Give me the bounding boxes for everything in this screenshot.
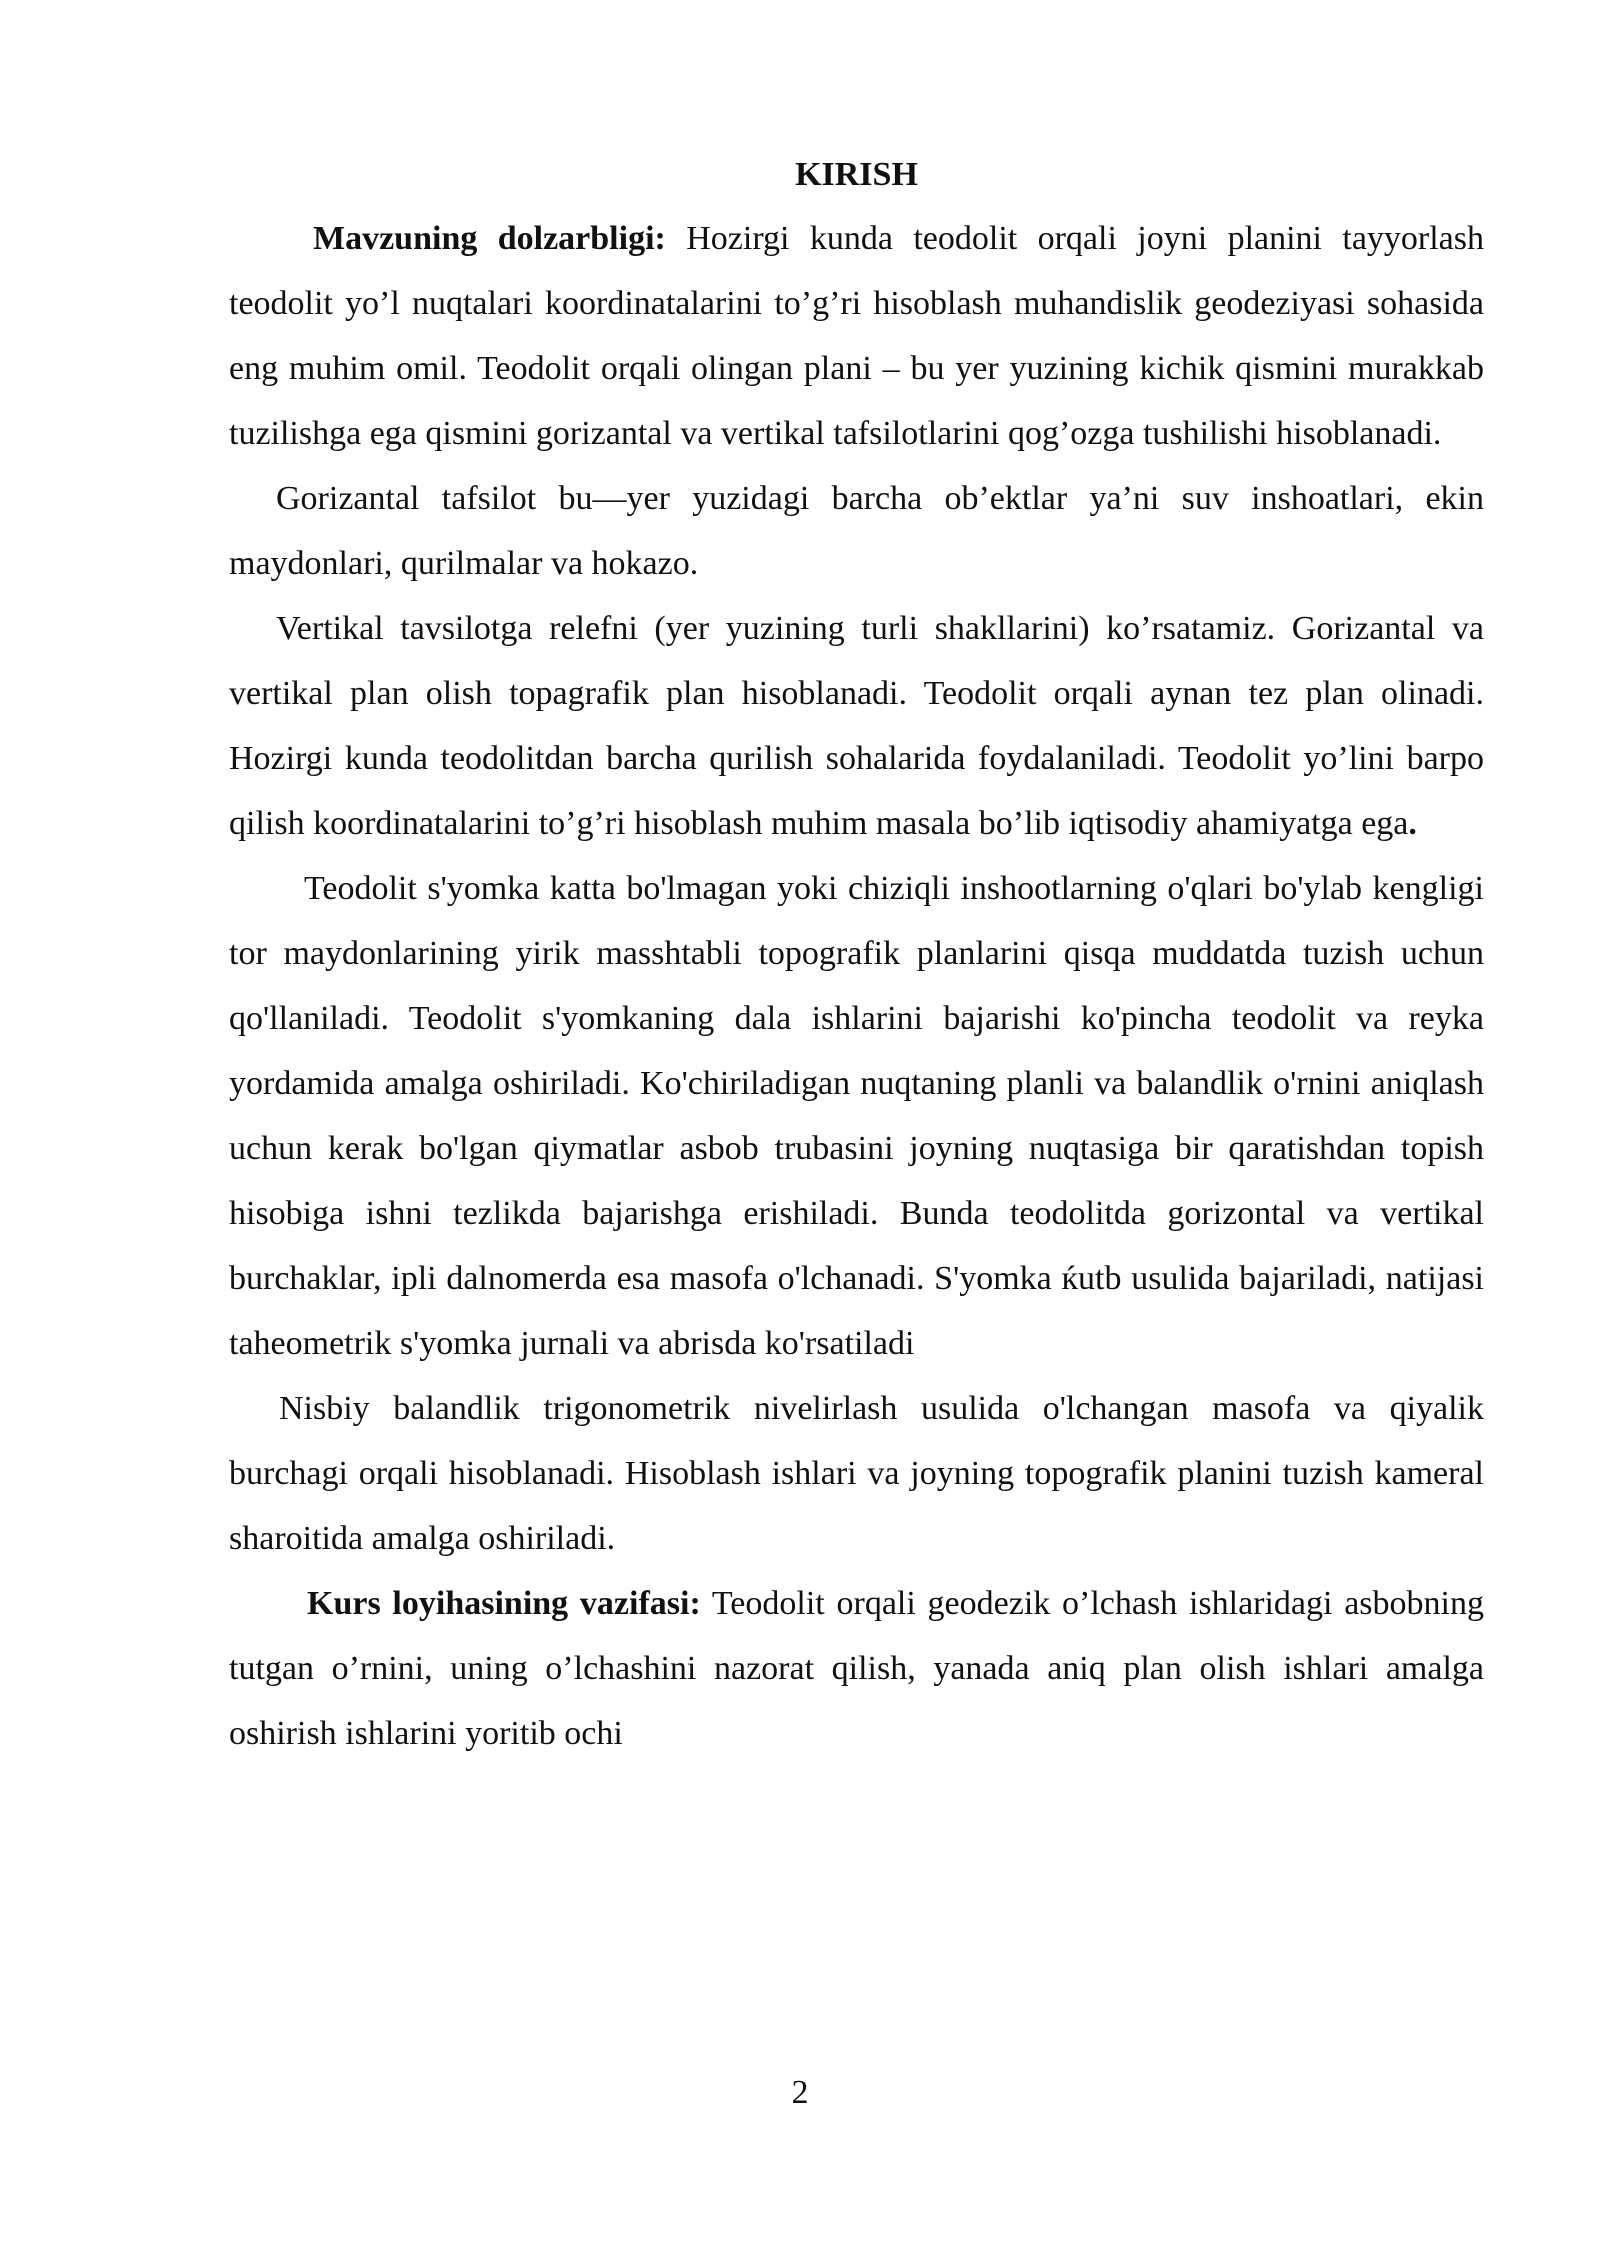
paragraph-task xyxy=(229,1571,1484,1766)
paragraph-vertical-detail xyxy=(229,596,1484,856)
paragraph-horizontal-detail xyxy=(229,466,1484,596)
paragraph-lead-relevance: Mavzuning dolzarbligi: xyxy=(313,220,666,257)
document-page xyxy=(229,150,1484,1766)
paragraph-relevance xyxy=(229,206,1484,466)
paragraph-relative-height xyxy=(229,1376,1484,1571)
paragraph-text: Gorizantal tafsilot bu—yer yuzidagi barcha ob’ektlar ya’ni suv inshoatlari, ekin maydonlari, qurilmalar va hokazo. xyxy=(229,480,1484,582)
page-title: KIRISH xyxy=(795,156,918,193)
paragraph-text: Nisbiy balandlik trigonometrik nivelirlash usulida o'lchangan masofa va qiyalik burchagi orqali hisoblanadi. Hisoblash ishlari va joyning topografik planini tuzish kameral sharoitida amalga oshiriladi. xyxy=(229,1390,1484,1557)
paragraph-text: Hozirgi kunda teodolit orqali joyni planini tayyorlash teodolit yo’l nuqtalari koordinatalarini to’g’ri hisoblash muhandislik geodeziyasi sohasida eng muhim omil. Teodolit orqali olingan plani – bu yer yuzining kichik qismini murakkab tuzilishga ega qismini gorizantal va vertikal tafsilotlarini qog’ozga tushilishi hisoblanadi. xyxy=(229,220,1485,452)
paragraph-text: Vertikal tavsilotga relefni (yer yuzining turli shakllarini) ko’rsatamiz. Gorizantal va vertikal plan olish topagrafik plan hisoblanadi. Teodolit orqali aynan tez plan olinadi. Hozirgi kunda teodolitdan barcha qurilish sohalarida foydalaniladi. Teodolit yo’lini barpo qilish koordinatalarini to’g’ri hisoblash muhim masala bo’lib iqtisodiy ahamiyatga ega xyxy=(229,610,1484,842)
paragraph-survey xyxy=(229,856,1484,1376)
page-number: 2 xyxy=(791,2074,809,2111)
paragraph-text: Teodolit s'yomka katta bo'lmagan yoki chiziqli inshootlarning o'qlari bo'ylab kengligi tor maydonlarining yirik masshtabli topografik planlarini qisqa muddatda tuzish uchun qo'llaniladi. Teodolit s'yomkaning dala ishlarini bajarishi ko'pincha teodolit va reyka yordamida amalga oshiriladi. Ko'chiriladigan nuqtaning planli va balandlik o'rnini aniqlash uchun kerak bo'lgan qiymatlar asbob trubasini joyning nuqtasiga bir qaratishdan topish hisobiga ishni tezlikda bajarishga erishiladi. Bunda teodolitda gorizontal va vertikal burchaklar, ipli dalnomerda esa masofa o'lchanadi. S'yomka ќutb usulida bajariladi, natijasi taheometrik s'yomka jurnali va abrisda ko'rsatiladi xyxy=(229,870,1484,1362)
paragraph-lead-task: Kurs loyihasining vazifasi: xyxy=(307,1585,701,1622)
paragraph-text: Teodolit orqali geodezik o’lchash ishlaridagi asbobning tutgan o’rnini, uning o’lchashini nazorat qilish, yanada aniq plan olish ishlari amalga oshirish ishlarini yoritib ochi xyxy=(229,1585,1484,1752)
paragraph-tail: . xyxy=(1408,805,1417,842)
